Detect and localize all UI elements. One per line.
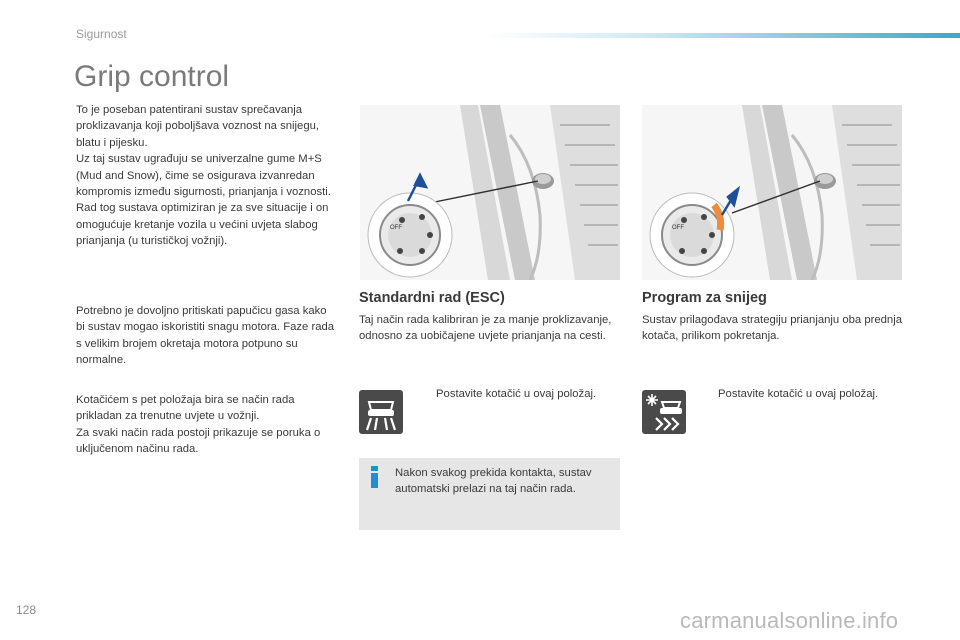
accelerator-paragraph: Potrebno je dovoljno pritiskati papučicu gasa kako bi sustav mogao iskoristiti snagu motora. Faze rada s velikim brojem okretaja motora potpuno su normalne. [76, 305, 335, 367]
page-number: 128 [16, 603, 37, 617]
intro-line-2: Uz taj sustav ugrađuju se univerzalne gume M+S (Mud and Snow), čime se osigurava izvanredan kompromis između sigurnosti, prianjanja i voznosti. [76, 153, 331, 199]
selector-line-2: Za svaki način rada postoji prikazuje se poruka o uključenom načinu rada. [76, 426, 321, 456]
selector-paragraph [76, 392, 338, 458]
standard-mode-icon [359, 390, 403, 434]
bullet-text: Postavite kotačić u ovaj položaj. [718, 388, 879, 400]
intro-line-3: Rad tog sustava optimiziran je za sve situacije i on omogućuje kretanje vozila u većini uvjeta slabog prianjanja (u turističkoj vožnji). [76, 202, 329, 248]
snow-mode-icon [642, 390, 686, 434]
bullet-text: Postavite kotačić u ovaj položaj. [436, 388, 597, 400]
heading-standard-mode: Standardni rad (ESC) [359, 290, 505, 306]
info-icon [368, 466, 382, 488]
standard-mode-bullet [418, 388, 596, 400]
watermark: carmanualsonline.info [680, 608, 899, 633]
console-photo-snow [642, 105, 902, 280]
intro-paragraph [76, 102, 338, 250]
console-photo-standard [360, 105, 620, 280]
snow-mode-bullet [700, 388, 878, 400]
header-gradient-bar [485, 33, 960, 38]
heading-snow-mode: Program za snijeg [642, 290, 767, 306]
svg-text:OFF: OFF [672, 225, 684, 231]
intro-line-1: To je poseban patentirani sustav sprečavanja proklizavanja koji poboljšava voznost na snijegu, blatu i pijesku. [76, 104, 320, 149]
svg-text:OFF: OFF [390, 225, 402, 231]
snow-mode-description: Sustav prilagođava strategiju prianjanju oba prednja kotača, prilikom pokretanja. [642, 314, 902, 343]
section-label: Sigurnost [76, 27, 127, 41]
page-title: Grip control [74, 60, 230, 93]
standard-mode-description: Taj način rada kalibriran je za manje proklizavanje, odnosno za uobičajene uvjete prianjanja na cesti. [359, 314, 612, 343]
info-text: Nakon svakog prekida kontakta, sustav automatski prelazi na taj način rada. [395, 467, 592, 496]
selector-line-1: Kotačićem s pet položaja bira se način rada prikladan za trenutne uvjete u vožnji. [76, 394, 295, 423]
